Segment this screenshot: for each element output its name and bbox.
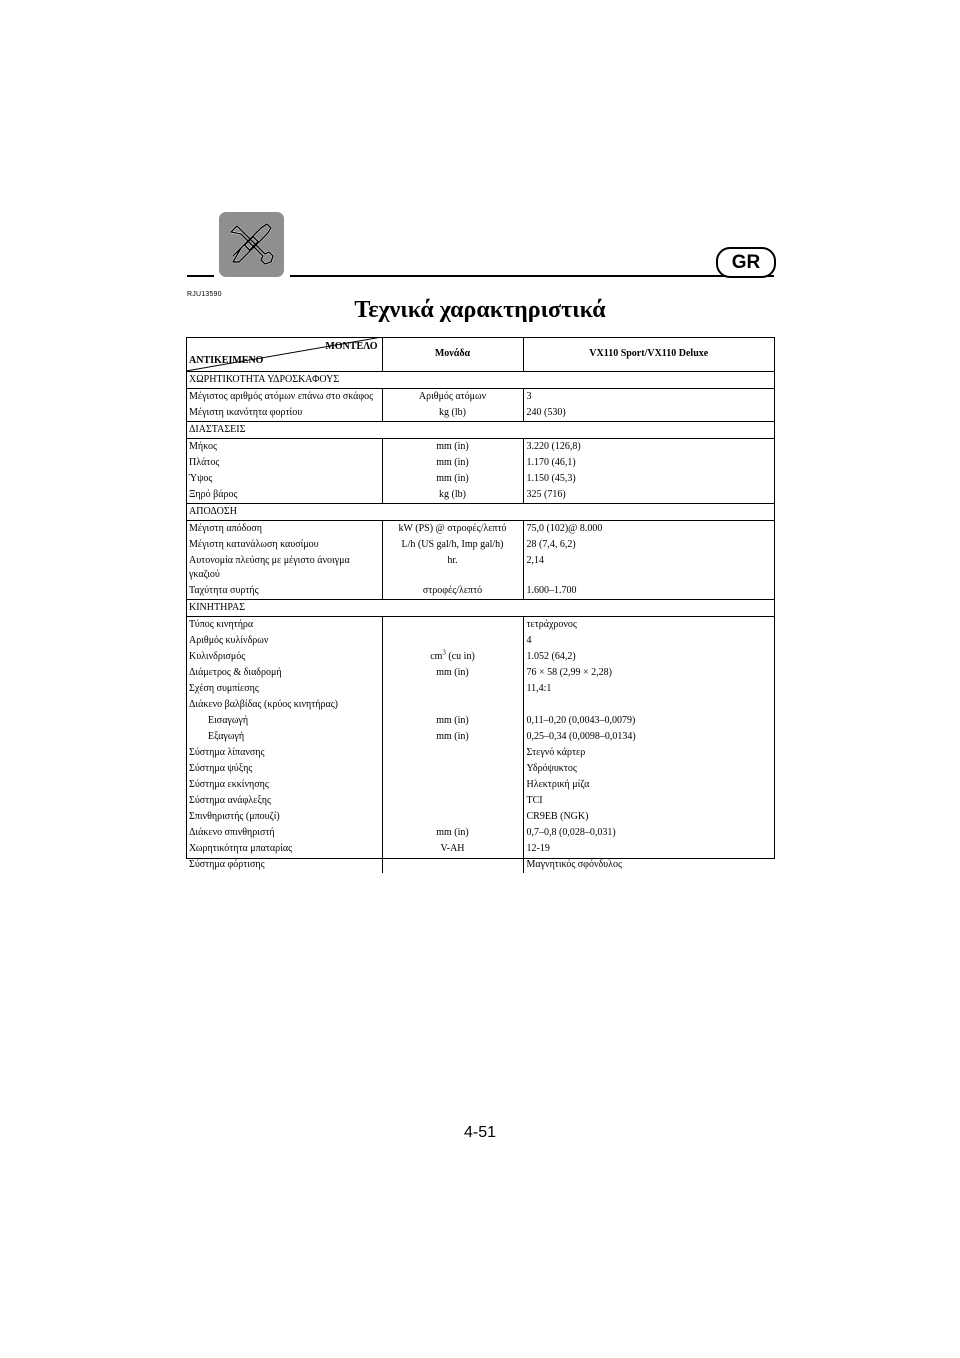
table-row — [186, 487, 774, 504]
row-unit: mm (in) — [382, 455, 523, 471]
row-value: 1.170 (46,1) — [526, 457, 576, 468]
table-row — [186, 697, 774, 713]
page-title: Τεχνικά χαρακτηριστικά — [354, 297, 606, 323]
row-value: 3.220 (126,8) — [526, 441, 581, 452]
row-item: Σύστημα φόρτισης — [186, 857, 382, 873]
table-row — [186, 729, 774, 745]
row-unit: kg (lb) — [382, 487, 523, 504]
table-row — [186, 793, 774, 809]
row-item: Ύψος — [186, 471, 382, 487]
row-unit: mm (in) — [382, 825, 523, 841]
row-item: Χωρητικότητα μπαταρίας — [186, 841, 382, 857]
row-item: Διάκενο σπινθηριστή — [186, 825, 382, 841]
row-item: Διάκενο βαλβίδας (κρύος κινητήρας) — [186, 697, 382, 713]
row-item: Σύστημα εκκίνησης — [186, 777, 382, 793]
table-row — [186, 389, 774, 406]
row-value: 1.150 (45,3) — [526, 473, 576, 484]
row-value: 75,0 (102)@ 8.000 — [526, 523, 603, 534]
row-item: Σχέση συμπίεσης — [186, 681, 382, 697]
row-unit: mm (in) — [382, 713, 523, 729]
row-unit: mm (in) — [382, 665, 523, 681]
reference-code: RJU13590 — [187, 291, 222, 298]
row-unit: kg (lb) — [382, 405, 523, 422]
table-row — [186, 825, 774, 841]
section-header-row — [186, 504, 774, 521]
table-row — [186, 713, 774, 729]
row-unit: mm (in) — [382, 729, 523, 745]
row-unit — [382, 761, 523, 777]
header-item-label: ΑΝΤΙΚΕΙΜΕΝΟ — [189, 355, 264, 366]
table-row — [186, 553, 774, 583]
section-title: ΔΙΑΣΤΑΣΕΙΣ — [186, 422, 774, 439]
tools-icon — [219, 212, 284, 277]
table-row — [186, 809, 774, 825]
row-unit — [382, 745, 523, 761]
section-title: ΑΠΟΔΟΣΗ — [186, 504, 774, 521]
row-item: Τύπος κινητήρα — [186, 617, 382, 634]
row-value: 0,25–0,34 (0,0098–0,0134) — [526, 731, 636, 742]
table-row — [186, 633, 774, 649]
row-unit — [382, 649, 523, 665]
row-value: 1.052 (64,2) — [526, 651, 576, 662]
row-value: Στεγνό κάρτερ — [526, 747, 586, 758]
row-item: Κυλινδρισμός — [186, 649, 382, 665]
row-value: Ηλεκτρική μίζα — [526, 779, 590, 790]
row-value: 240 (530) — [526, 407, 566, 418]
row-item: Ξηρό βάρος — [186, 487, 382, 504]
row-unit: kW (PS) @ στροφές/λεπτό — [382, 521, 523, 538]
row-value: 325 (716) — [526, 489, 566, 500]
section-header-row — [186, 422, 774, 439]
spec-table — [186, 337, 774, 873]
row-unit — [382, 633, 523, 649]
row-item: Σπινθηριστής (μπουζί) — [186, 809, 382, 825]
table-row — [186, 405, 774, 422]
row-item: Μέγιστος αριθμός ατόμων επάνω στο σκάφος — [186, 389, 382, 406]
row-item: Εισαγωγή — [186, 713, 382, 729]
row-value: 2,14 — [526, 555, 544, 566]
row-value — [523, 697, 774, 713]
table-row — [186, 521, 774, 538]
row-item: Πλάτος — [186, 455, 382, 471]
row-unit: Αριθμός ατόμων — [382, 389, 523, 406]
table-row — [186, 617, 774, 634]
header-cell-diagonal — [186, 337, 382, 372]
table-row — [186, 857, 774, 873]
row-value: 0,7–0,8 (0,028–0,031) — [526, 827, 616, 838]
row-unit: στροφές/λεπτό — [382, 583, 523, 600]
section-title: ΧΩΡΗΤΙΚΟΤΗΤΑ ΥΔΡΟΣΚΑΦΟΥΣ — [186, 372, 774, 389]
row-value: τετράχρονος — [526, 619, 577, 630]
row-item: Διάμετρος & διαδρομή — [186, 665, 382, 681]
row-value: 76 × 58 (2,99 × 2,28) — [526, 667, 612, 678]
row-unit-tail: (cu in) — [445, 651, 475, 662]
section-title: ΚΙΝΗΤΗΡΑΣ — [186, 600, 774, 617]
row-value: Υδρόψυκτος — [526, 763, 577, 774]
table-row — [186, 583, 774, 600]
row-value: CR9EB (NGK) — [526, 811, 589, 822]
table-row — [186, 439, 774, 456]
row-value: 28 (7,4, 6,2) — [526, 539, 576, 550]
row-unit: mm (in) — [382, 439, 523, 456]
page-number: 4-51 — [463, 1124, 497, 1141]
row-unit — [382, 793, 523, 809]
row-unit — [382, 697, 523, 713]
row-item: Σύστημα λίπανσης — [186, 745, 382, 761]
row-unit: hr. — [382, 553, 523, 583]
row-value: 3 — [526, 391, 532, 402]
table-row — [186, 841, 774, 857]
row-item: Αριθμός κυλίνδρων — [186, 633, 382, 649]
row-unit: L/h (US gal/h, Imp gal/h) — [382, 537, 523, 553]
header-value: VX110 Sport/VX110 Deluxe — [523, 337, 774, 372]
header-model-label: ΜΟΝΤΕΛΟ — [325, 341, 378, 352]
row-value: TCI — [526, 795, 543, 806]
table-row — [186, 777, 774, 793]
header-rule-right — [290, 275, 774, 277]
row-item: Μέγιστη απόδοση — [186, 521, 382, 538]
row-unit — [382, 681, 523, 697]
row-value: Μαγνητικός σφόνδυλος — [526, 859, 622, 870]
row-item: Μέγιστη ικανότητα φορτίου — [186, 405, 382, 422]
row-value: 1.600–1.700 — [526, 585, 577, 596]
row-unit — [382, 617, 523, 634]
table-row — [186, 471, 774, 487]
row-value: 11,4:1 — [526, 683, 552, 694]
row-item: Εξαγωγή — [186, 729, 382, 745]
section-header-row — [186, 372, 774, 389]
row-unit — [382, 777, 523, 793]
table-header-row — [186, 337, 774, 372]
row-item: Σύστημα ανάφλεξης — [186, 793, 382, 809]
row-unit: V-AH — [382, 841, 523, 857]
row-value: 12-19 — [526, 843, 550, 854]
header-unit: Μονάδα — [382, 337, 523, 372]
row-unit: mm (in) — [382, 471, 523, 487]
row-unit — [382, 857, 523, 873]
table-row — [186, 537, 774, 553]
table-row — [186, 761, 774, 777]
table-row — [186, 681, 774, 697]
table-row — [186, 455, 774, 471]
row-value: 4 — [526, 635, 532, 646]
table-row — [186, 665, 774, 681]
row-value: 0,11–0,20 (0,0043–0,0079) — [526, 715, 636, 726]
table-row — [186, 649, 774, 665]
row-item: Μήκος — [186, 439, 382, 456]
table-row — [186, 745, 774, 761]
language-badge: GR — [716, 247, 776, 278]
row-item: Σύστημα ψύξης — [186, 761, 382, 777]
header-rule-left — [187, 275, 214, 277]
row-item: Ταχύτητα συρτής — [186, 583, 382, 600]
spec-table-body — [186, 372, 774, 874]
section-header-row — [186, 600, 774, 617]
row-unit — [382, 809, 523, 825]
row-item: Μέγιστη κατανάλωση καυσίμου — [186, 537, 382, 553]
row-unit-superscript: 3 — [442, 648, 446, 657]
row-item: Αυτονομία πλεύσης με μέγιστο άνοιγμα γκαζιού — [186, 553, 382, 583]
row-unit-base: cm — [430, 651, 443, 662]
